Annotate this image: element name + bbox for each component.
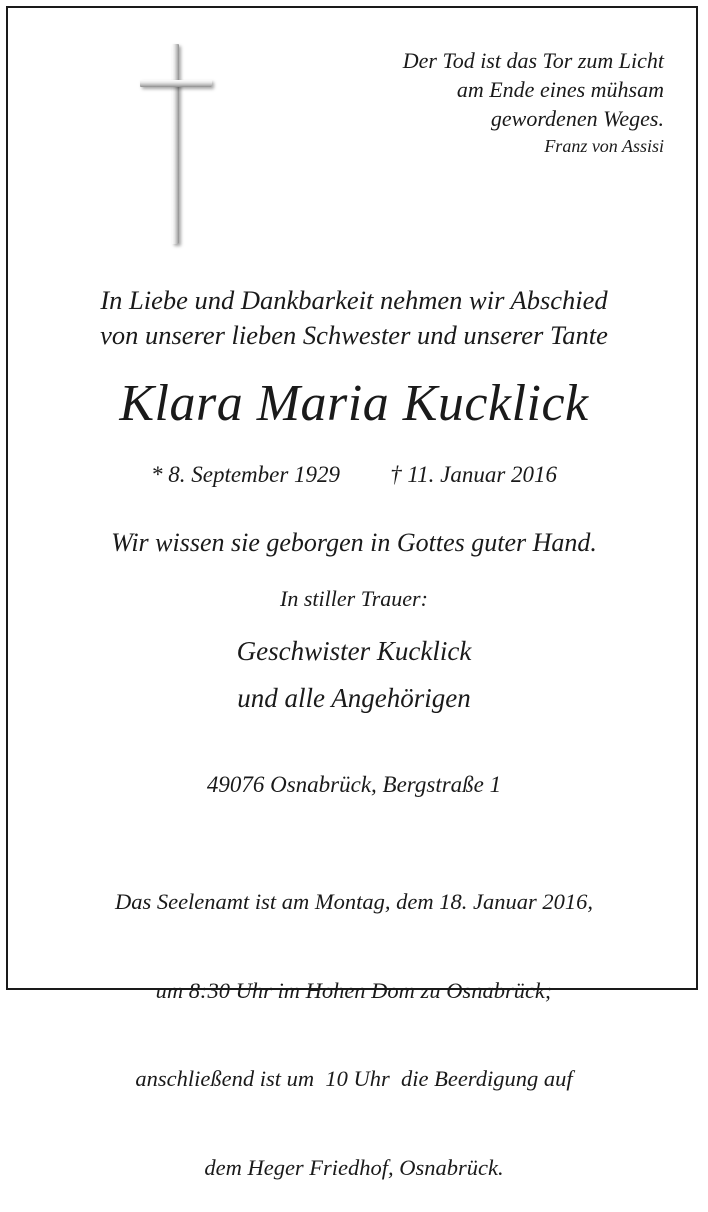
life-dates xyxy=(14,460,694,490)
service-line: Das Seelenamt ist am Montag, dem 18. Januar 2016, xyxy=(114,889,594,914)
quote-line: Der Tod ist das Tor zum Licht xyxy=(402,48,664,73)
mourner-line: Geschwister Kucklick xyxy=(236,636,472,666)
intro-line: In Liebe und Dankbarkeit nehmen wir Abschied xyxy=(100,285,608,315)
mourners-heading: In stiller Trauer: xyxy=(280,586,428,611)
address: 49076 Osnabrück, Bergstraße 1 xyxy=(206,772,502,797)
intro-text xyxy=(14,283,694,353)
service-line: um 8:30 Uhr im Hohen Dom zu Osnabrück; xyxy=(155,977,553,1003)
quote-line: gewordenen Weges. xyxy=(490,106,664,131)
deceased-name: Klara Maria Kucklick xyxy=(119,375,589,432)
quote-author: Franz von Assisi xyxy=(544,136,664,156)
service-line: anschließend ist um 10 Uhr die Beerdigung auf xyxy=(135,1066,573,1091)
service-info xyxy=(14,828,694,1212)
birth-date: * 8. September 1929 xyxy=(150,462,341,487)
mourners-list xyxy=(14,628,694,722)
mourner-line: und alle Angehörigen xyxy=(237,683,471,713)
cross-icon xyxy=(140,44,214,246)
service-line: dem Heger Friedhof, Osnabrück. xyxy=(204,1154,504,1180)
death-date: † 11. Januar 2016 xyxy=(390,462,558,487)
intro-line: von unserer lieben Schwester und unserer Tante xyxy=(100,320,608,350)
quote-line: am Ende eines mühsam xyxy=(456,77,664,102)
quote-block xyxy=(403,46,664,159)
comfort-text: Wir wissen sie geborgen in Gottes guter Hand. xyxy=(111,528,597,557)
